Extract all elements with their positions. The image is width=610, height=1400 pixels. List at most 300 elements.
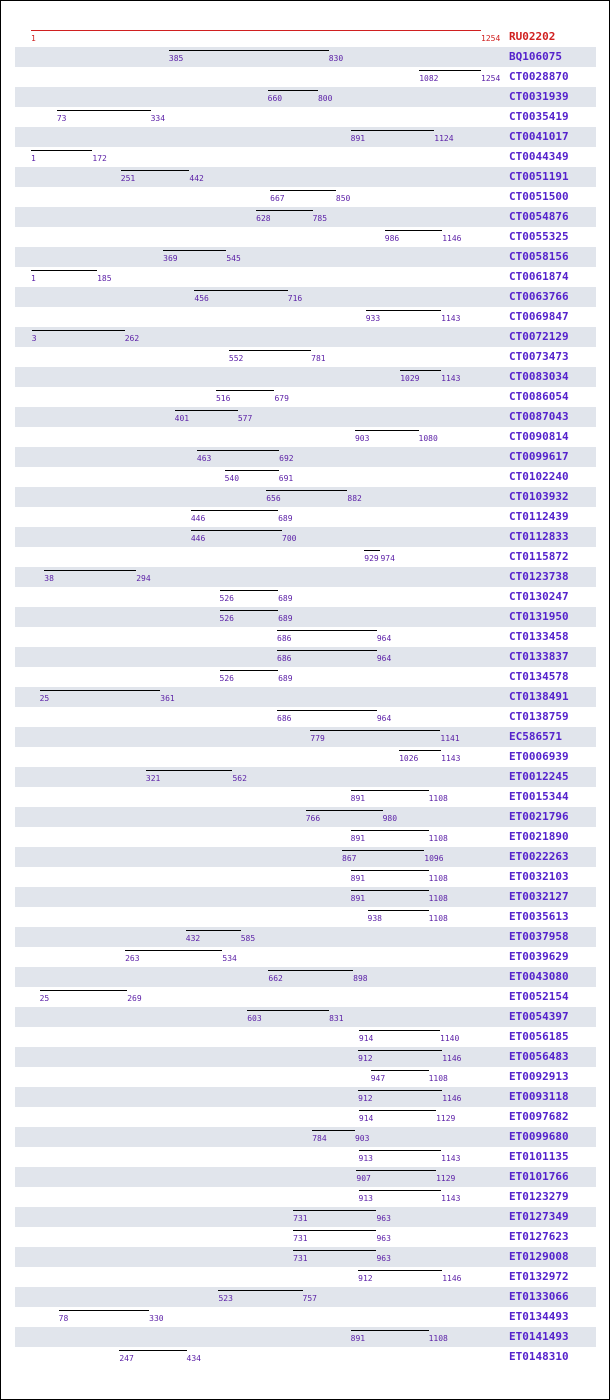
alignment-row	[15, 207, 596, 227]
end-position: 679	[274, 394, 289, 403]
start-position: 38	[44, 574, 54, 583]
alignment-bar	[351, 1330, 429, 1331]
alignment-bar	[169, 50, 329, 51]
sequence-link[interactable]: ET0101766	[509, 1170, 569, 1183]
alignment-row	[15, 1027, 596, 1047]
alignment-row	[15, 307, 596, 327]
alignment-bar	[220, 670, 279, 671]
end-position: 562	[232, 774, 247, 783]
sequence-link[interactable]: CT0133458	[509, 630, 569, 643]
sequence-link[interactable]: CT0051191	[509, 170, 569, 183]
sequence-link[interactable]: CT0102240	[509, 470, 569, 483]
sequence-link[interactable]: CT0073473	[509, 350, 569, 363]
alignment-row	[15, 247, 596, 267]
sequence-link[interactable]: ET0101135	[509, 1150, 569, 1163]
sequence-link[interactable]: CT0051500	[509, 190, 569, 203]
alignment-bar	[358, 1270, 442, 1271]
sequence-link[interactable]: ET0021890	[509, 830, 569, 843]
sequence-link[interactable]: ET0127349	[509, 1210, 569, 1223]
end-position: 585	[240, 934, 256, 943]
end-position: 964	[376, 654, 392, 663]
sequence-link[interactable]: ET0037958	[509, 930, 569, 943]
sequence-link[interactable]: CT0099617	[509, 450, 569, 463]
start-position: 933	[365, 314, 381, 323]
sequence-link[interactable]: CT0041017	[509, 130, 569, 143]
sequence-link[interactable]: CT0130247	[509, 590, 569, 603]
end-position: 545	[226, 254, 241, 263]
sequence-link[interactable]: CT0086054	[509, 390, 569, 403]
start-position: 914	[358, 1034, 374, 1043]
alignment-bar	[351, 830, 429, 831]
alignment-row	[15, 1147, 596, 1167]
alignment-bar	[32, 330, 125, 331]
alignment-row	[15, 87, 596, 107]
start-position: 766	[305, 814, 321, 823]
start-position: 73	[56, 114, 67, 123]
start-position: 891	[350, 834, 366, 843]
alignment-row	[15, 1007, 596, 1027]
end-position: 1141	[440, 734, 460, 743]
start-position: 891	[350, 794, 366, 803]
alignment-row	[15, 587, 596, 607]
alignment-bar	[121, 170, 190, 171]
reference-sequence-link[interactable]: RU02202	[509, 30, 556, 43]
end-position: 1108	[428, 1074, 448, 1083]
alignment-bar	[351, 870, 429, 871]
alignment-bar	[175, 410, 238, 411]
end-position: 1146	[442, 1094, 462, 1103]
end-position: 974	[380, 554, 395, 563]
start-position: 1082	[419, 74, 439, 83]
alignment-row	[15, 567, 596, 587]
start-position: 913	[358, 1154, 373, 1163]
end-position: 172	[92, 154, 107, 163]
start-position: 628	[256, 214, 271, 223]
end-position: 294	[136, 574, 151, 583]
start-position: 912	[358, 1054, 373, 1063]
start-position: 686	[277, 714, 292, 723]
alignment-row	[15, 267, 596, 287]
end-position: 1129	[436, 1174, 456, 1183]
alignment-row	[15, 687, 596, 707]
sequence-link[interactable]: CT0028870	[509, 70, 569, 83]
end-position: 781	[311, 354, 326, 363]
sequence-link[interactable]: ET0032103	[509, 870, 569, 883]
alignment-bar	[194, 290, 287, 291]
sequence-link[interactable]: BQ106075	[509, 50, 562, 63]
end-position: 1146	[442, 1274, 462, 1283]
alignment-bar	[220, 590, 279, 591]
start-position: 731	[293, 1214, 308, 1223]
alignment-row	[15, 427, 596, 447]
start-position: 891	[350, 874, 366, 883]
alignment-row	[15, 1107, 596, 1127]
end-position: 963	[376, 1254, 391, 1263]
sequence-link[interactable]: ET0012245	[509, 770, 569, 783]
start-position: 251	[120, 174, 136, 183]
sequence-link[interactable]: CT0083034	[509, 370, 569, 383]
alignment-bar	[400, 370, 441, 371]
sequence-link[interactable]: CT0054876	[509, 210, 569, 223]
sequence-link[interactable]: CT0112439	[509, 510, 569, 523]
sequence-link[interactable]: ET0092913	[509, 1070, 569, 1083]
alignment-row	[15, 27, 596, 47]
sequence-link[interactable]: EC586571	[509, 730, 562, 743]
alignment-row	[15, 147, 596, 167]
alignment-row	[15, 407, 596, 427]
alignment-bar	[119, 1350, 186, 1351]
alignment-bar	[218, 1290, 302, 1291]
start-position: 321	[145, 774, 161, 783]
sequence-link[interactable]: CT0058156	[509, 250, 569, 263]
end-position: 1080	[418, 434, 438, 443]
sequence-link[interactable]: ET0043080	[509, 970, 569, 983]
sequence-link[interactable]: CT0055325	[509, 230, 569, 243]
alignment-row	[15, 627, 596, 647]
end-position: 1143	[441, 314, 461, 323]
start-position: 456	[194, 294, 209, 303]
sequence-link[interactable]: ET0052154	[509, 990, 569, 1003]
sequence-link[interactable]: CT0138491	[509, 690, 569, 703]
end-position: 1108	[428, 874, 448, 883]
alignment-bar	[256, 210, 312, 211]
end-position: 963	[376, 1214, 391, 1223]
end-position: 1143	[441, 754, 461, 763]
alignment-row	[15, 947, 596, 967]
start-position: 929	[364, 554, 379, 563]
alignment-bar	[385, 230, 442, 231]
sequence-link[interactable]: ET0006939	[509, 750, 569, 763]
alignment-row	[15, 907, 596, 927]
start-position: 907	[356, 1174, 371, 1183]
reference-bar	[31, 30, 481, 31]
alignment-bar	[359, 1030, 440, 1031]
alignment-row	[15, 347, 596, 367]
alignment-bar	[366, 310, 441, 311]
start-position: 660	[267, 94, 283, 103]
start-position: 526	[219, 674, 234, 683]
end-position: 1096	[424, 854, 444, 863]
end-position: 1254	[481, 34, 501, 43]
alignment-bar	[310, 730, 440, 731]
sequence-link[interactable]: CT0123738	[509, 570, 569, 583]
sequence-link[interactable]: CT0035419	[509, 110, 569, 123]
start-position: 779	[310, 734, 325, 743]
alignment-bar	[229, 350, 311, 351]
alignment-bar	[351, 790, 429, 791]
sequence-link[interactable]: CT0103932	[509, 490, 569, 503]
start-position: 25	[39, 994, 50, 1003]
alignment-row	[15, 807, 596, 827]
end-position: 1108	[428, 834, 448, 843]
alignment-row	[15, 287, 596, 307]
end-position: 1140	[440, 1034, 460, 1043]
alignment-row	[15, 787, 596, 807]
start-position: 867	[342, 854, 357, 863]
end-position: 963	[376, 1234, 391, 1243]
sequence-link[interactable]: CT0072129	[509, 330, 569, 343]
alignment-row	[15, 927, 596, 947]
start-position: 1	[31, 274, 36, 283]
alignment-row	[15, 1087, 596, 1107]
alignment-row	[15, 1307, 596, 1327]
sequence-link[interactable]: CT0090814	[509, 430, 569, 443]
end-position: 691	[278, 474, 294, 483]
sequence-link[interactable]: CT0115872	[509, 550, 569, 563]
alignment-row	[15, 547, 596, 567]
alignment-bar	[419, 70, 481, 71]
alignment-bar	[293, 1230, 376, 1231]
sequence-link[interactable]: CT0063766	[509, 290, 569, 303]
sequence-link[interactable]: ET0133066	[509, 1290, 569, 1303]
alignment-bar	[293, 1250, 376, 1251]
end-position: 1143	[441, 1194, 461, 1203]
alignment-bar	[368, 910, 429, 911]
sequence-link[interactable]: ET0129008	[509, 1250, 569, 1263]
alignment-bar	[31, 150, 92, 151]
alignment-bar	[358, 1090, 442, 1091]
start-position: 516	[215, 394, 231, 403]
end-position: 898	[353, 974, 368, 983]
alignment-bar	[268, 970, 353, 971]
alignment-row	[15, 367, 596, 387]
start-position: 603	[247, 1014, 262, 1023]
end-position: 442	[189, 174, 204, 183]
end-position: 700	[282, 534, 297, 543]
start-position: 1026	[399, 754, 419, 763]
alignment-row	[15, 47, 596, 67]
sequence-link[interactable]: CT0069847	[509, 310, 569, 323]
sequence-link[interactable]: ET0035613	[509, 910, 569, 923]
alignment-bar	[364, 550, 380, 551]
end-position: 882	[347, 494, 362, 503]
start-position: 385	[168, 54, 184, 63]
start-position: 662	[268, 974, 283, 983]
alignment-bar	[125, 950, 222, 951]
alignment-row	[15, 1227, 596, 1247]
alignment-row	[15, 607, 596, 627]
sequence-link[interactable]: ET0054397	[509, 1010, 569, 1023]
sequence-link[interactable]: ET0127623	[509, 1230, 569, 1243]
sequence-link[interactable]: ET0099680	[509, 1130, 569, 1143]
end-position: 689	[278, 594, 293, 603]
start-position: 25	[39, 694, 50, 703]
end-position: 964	[376, 714, 392, 723]
alignment-row	[15, 1287, 596, 1307]
alignment-bar	[186, 930, 241, 931]
alignment-row	[15, 1047, 596, 1067]
alignment-row	[15, 887, 596, 907]
alignment-bar	[40, 990, 128, 991]
alignment-row	[15, 527, 596, 547]
sequence-link[interactable]: ET0134493	[509, 1310, 569, 1323]
end-position: 334	[150, 114, 166, 123]
alignment-row	[15, 667, 596, 687]
start-position: 891	[350, 894, 366, 903]
sequence-link[interactable]: CT0031939	[509, 90, 569, 103]
alignment-bar	[191, 510, 278, 511]
end-position: 1143	[441, 1154, 461, 1163]
end-position: 1146	[442, 1054, 462, 1063]
alignment-bar	[163, 250, 226, 251]
sequence-link[interactable]: ET0141493	[509, 1330, 569, 1343]
sequence-link[interactable]: ET0056483	[509, 1050, 569, 1063]
alignment-row	[15, 707, 596, 727]
sequence-link[interactable]: CT0044349	[509, 150, 569, 163]
sequence-link[interactable]: CT0133837	[509, 650, 569, 663]
alignment-bar	[40, 690, 161, 691]
alignment-bar	[268, 90, 318, 91]
alignment-row	[15, 227, 596, 247]
end-position: 577	[237, 414, 253, 423]
start-position: 446	[190, 514, 206, 523]
alignment-row	[15, 1167, 596, 1187]
start-position: 686	[277, 654, 292, 663]
alignment-bar	[359, 1110, 436, 1111]
start-position: 446	[190, 534, 206, 543]
start-position: 947	[370, 1074, 386, 1083]
alignment-row	[15, 967, 596, 987]
start-position: 667	[270, 194, 285, 203]
sequence-link[interactable]: ET0015344	[509, 790, 569, 803]
start-position: 552	[228, 354, 244, 363]
sequence-link[interactable]: CT0087043	[509, 410, 569, 423]
alignment-row	[15, 987, 596, 1007]
sequence-link[interactable]: ET0021796	[509, 810, 569, 823]
start-position: 463	[196, 454, 212, 463]
alignment-bar	[342, 850, 424, 851]
sequence-link[interactable]: ET0093118	[509, 1090, 569, 1103]
end-position: 689	[278, 614, 293, 623]
alignment-bar	[146, 770, 233, 771]
alignment-row	[15, 487, 596, 507]
start-position: 432	[185, 934, 201, 943]
sequence-link[interactable]: ET0056185	[509, 1030, 569, 1043]
alignment-row	[15, 827, 596, 847]
alignment-row	[15, 387, 596, 407]
end-position: 1129	[436, 1114, 456, 1123]
start-position: 912	[358, 1274, 373, 1283]
sequence-link[interactable]: CT0131950	[509, 610, 569, 623]
alignment-row	[15, 767, 596, 787]
alignment-bar	[44, 570, 136, 571]
start-position: 938	[367, 914, 382, 923]
sequence-link[interactable]: ET0097682	[509, 1110, 569, 1123]
start-position: 526	[219, 614, 234, 623]
sequence-link[interactable]: ET0132972	[509, 1270, 569, 1283]
alignment-row	[15, 67, 596, 87]
alignment-bar	[57, 110, 151, 111]
alignment-bar	[277, 630, 377, 631]
start-position: 3	[31, 334, 37, 343]
start-position: 891	[350, 1334, 366, 1343]
alignment-bar	[312, 1130, 355, 1131]
alignment-bar	[266, 490, 347, 491]
end-position: 1108	[428, 1334, 448, 1343]
end-position: 689	[278, 674, 293, 683]
start-position: 526	[219, 594, 234, 603]
alignment-row	[15, 867, 596, 887]
alignment-bar	[351, 130, 435, 131]
alignment-row	[15, 1067, 596, 1087]
alignment-row	[15, 1207, 596, 1227]
alignment-bar	[356, 1170, 436, 1171]
end-position: 330	[149, 1314, 164, 1323]
alignment-row	[15, 1247, 596, 1267]
alignment-bar	[277, 650, 377, 651]
sequence-link[interactable]: ET0148310	[509, 1350, 569, 1363]
alignment-row	[15, 847, 596, 867]
end-position: 361	[160, 694, 175, 703]
start-position: 731	[293, 1234, 308, 1243]
alignment-row	[15, 1187, 596, 1207]
end-position: 964	[376, 634, 392, 643]
alignment-row	[15, 727, 596, 747]
alignment-row	[15, 447, 596, 467]
start-position: 247	[119, 1354, 134, 1363]
end-position: 800	[317, 94, 333, 103]
alignment-bar	[31, 270, 97, 271]
end-position: 1254	[481, 74, 501, 83]
end-position: 692	[279, 454, 294, 463]
alignment-row	[15, 187, 596, 207]
alignment-row	[15, 1327, 596, 1347]
alignment-bar	[293, 1210, 376, 1211]
alignment-row	[15, 167, 596, 187]
start-position: 401	[174, 414, 190, 423]
start-position: 656	[266, 494, 281, 503]
alignment-bar	[270, 190, 336, 191]
end-position: 830	[328, 54, 344, 63]
start-position: 78	[58, 1314, 69, 1323]
start-position: 914	[358, 1114, 374, 1123]
sequence-link[interactable]: ET0123279	[509, 1190, 569, 1203]
sequence-link[interactable]: CT0112833	[509, 530, 569, 543]
alignment-row	[15, 1127, 596, 1147]
alignment-row	[15, 327, 596, 347]
start-position: 784	[312, 1134, 327, 1143]
sequence-link[interactable]: CT0134578	[509, 670, 569, 683]
alignment-bar	[399, 750, 441, 751]
sequence-link[interactable]: ET0039629	[509, 950, 569, 963]
sequence-link[interactable]: CT0061874	[509, 270, 569, 283]
end-position: 831	[329, 1014, 344, 1023]
alignment-bar	[355, 430, 419, 431]
alignment-bar	[277, 710, 377, 711]
end-position: 903	[354, 1134, 370, 1143]
alignment-row	[15, 127, 596, 147]
alignment-bar	[359, 1150, 442, 1151]
alignment-bar	[306, 810, 383, 811]
end-position: 269	[127, 994, 142, 1003]
sequence-link[interactable]: ET0032127	[509, 890, 569, 903]
start-position: 1	[31, 34, 36, 43]
end-position: 757	[302, 1294, 317, 1303]
end-position: 980	[382, 814, 398, 823]
sequence-link[interactable]: CT0138759	[509, 710, 569, 723]
alignment-row	[15, 507, 596, 527]
end-position: 785	[312, 214, 328, 223]
end-position: 716	[287, 294, 303, 303]
sequence-link[interactable]: ET0022263	[509, 850, 569, 863]
end-position: 262	[124, 334, 140, 343]
end-position: 689	[278, 514, 293, 523]
end-position: 850	[335, 194, 351, 203]
alignment-bar	[225, 470, 279, 471]
end-position: 1108	[428, 894, 448, 903]
end-position: 185	[97, 274, 112, 283]
alignment-row	[15, 467, 596, 487]
